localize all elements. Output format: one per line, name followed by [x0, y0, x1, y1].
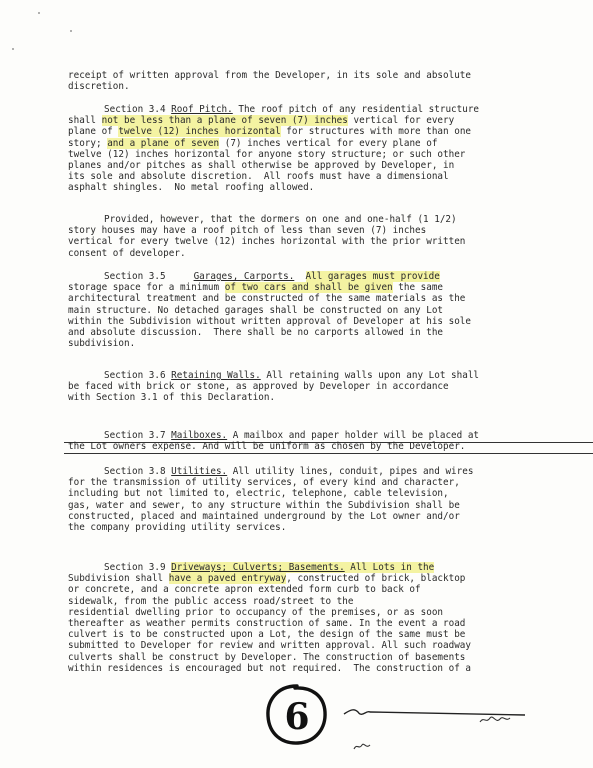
- text-line: [68, 488, 449, 499]
- text-line: [68, 115, 454, 126]
- text-line: [104, 430, 479, 441]
- text-span: residential dwelling prior to occupancy of the premises, or as soon: [68, 606, 444, 618]
- text-line: [68, 236, 465, 247]
- text-span: constructed, placed and maintained underground by the Lot owner and/or: [68, 510, 460, 522]
- text-line: [68, 70, 471, 81]
- text-span: Section 3.5: [104, 271, 194, 282]
- section-heading: Garages, Carports.: [193, 271, 295, 282]
- text-span: main structure. No detached garages shall be constructed on any Lot: [68, 304, 444, 316]
- text-span: storage space for a minimum: [68, 282, 225, 294]
- text-line: [68, 381, 449, 392]
- text-line: [104, 562, 434, 573]
- text-span: the Lot owners expense. And will be uniform as chosen by the Developer.: [68, 441, 466, 453]
- text-line: [68, 607, 443, 618]
- text-line: [68, 573, 465, 584]
- text-span: , constructed of brick, blacktop: [286, 573, 466, 585]
- scan-speck: [12, 48, 14, 50]
- text-span: (7) inches vertical for every plane of: [219, 137, 438, 149]
- text-line: [104, 271, 440, 282]
- circled-page-number-mark: [262, 682, 332, 748]
- text-span: Provided, however, that the dormers on one and one-half (1 1/2): [104, 214, 457, 225]
- text-line: [68, 477, 460, 488]
- text-line: [68, 160, 454, 171]
- section-heading: Utilities.: [171, 466, 228, 477]
- text-line: [68, 293, 465, 304]
- highlighted-text: twelve (12) inches horizontal: [118, 126, 281, 138]
- text-line: [68, 392, 275, 403]
- text-span: All utility lines, conduit, pipes and wires: [227, 466, 474, 477]
- text-span: story houses may have a roof pitch of less than seven (7) inches: [68, 225, 427, 237]
- text-span: plane of: [68, 126, 119, 138]
- highlighted-text: of two cars and shall be given: [224, 282, 393, 294]
- text-span: [294, 271, 305, 282]
- text-span: culverts shall be construct by Developer. The construction of basements: [68, 651, 466, 663]
- text-span: for structures with more than one: [280, 126, 472, 138]
- text-line: [68, 316, 471, 327]
- text-line: [68, 327, 443, 338]
- section-heading: Retaining Walls.: [171, 370, 261, 381]
- text-line: [68, 663, 471, 674]
- text-line: [68, 596, 353, 607]
- text-line: [104, 370, 479, 381]
- text-span: discretion.: [68, 81, 130, 93]
- highlighted-text: All Lots in the: [344, 562, 435, 573]
- text-span: Section 3.6: [104, 370, 172, 381]
- text-span: with Section 3.1 of this Declaration.: [68, 392, 276, 404]
- text-line: [68, 584, 421, 595]
- scan-speck: [38, 12, 40, 14]
- text-line: [68, 171, 449, 182]
- signature-initials: [340, 700, 530, 730]
- text-span: Section 3.7: [104, 430, 172, 441]
- text-span: vertical for every: [347, 115, 455, 127]
- text-line: [68, 652, 465, 663]
- text-span: architectural treatment and be constructed of the same materials as the: [68, 293, 466, 305]
- text-span: its sole and absolute discretion. All roofs must have a dimensional: [68, 171, 449, 183]
- text-span: the company providing utility services.: [68, 522, 287, 533]
- text-line: [104, 466, 473, 477]
- text-line: [68, 126, 471, 137]
- text-line: [68, 138, 437, 149]
- text-span: asphalt shingles. No metal roofing allowed.: [68, 182, 315, 194]
- text-line: [68, 441, 465, 452]
- text-span: thereafter as weather permits construction of same. In the event a road: [68, 618, 466, 629]
- text-span: Subdivision shall: [68, 573, 169, 585]
- text-span: All retaining walls upon any Lot shall: [260, 370, 480, 381]
- text-span: including but not limited to, electric, telephone, cable television,: [68, 488, 449, 500]
- horizontal-rule: [64, 453, 593, 454]
- text-line: [68, 248, 186, 259]
- section-heading: Roof Pitch.: [171, 104, 233, 115]
- text-line: [68, 522, 286, 533]
- text-line: [104, 214, 457, 225]
- text-span: for the transmission of utility services, of every kind and character,: [68, 477, 460, 489]
- text-line: [68, 500, 460, 511]
- text-span: Section 3.8: [104, 466, 172, 477]
- text-line: [68, 511, 460, 522]
- text-line: [104, 104, 479, 115]
- text-span: The roof pitch of any residential structure: [232, 104, 480, 115]
- text-span: sidewalk, from the public access road/street to the: [68, 595, 354, 607]
- text-span: shall: [68, 115, 102, 127]
- text-span: or concrete, and a concrete apron extended form curb to back of: [68, 584, 421, 596]
- text-span: and absolute discussion. There shall be no carports allowed in the: [68, 327, 444, 338]
- text-span: A mailbox and paper holder will be placed at: [227, 430, 480, 441]
- text-span: consent of developer.: [68, 247, 186, 259]
- highlighted-text: and a plane of seven: [107, 137, 220, 149]
- section-heading: Mailboxes.: [171, 430, 228, 441]
- text-line: [68, 305, 443, 316]
- text-line: [68, 629, 465, 640]
- text-span: vertical for every twelve (12) inches horizontal with the prior written: [68, 236, 466, 248]
- text-line: [68, 81, 130, 92]
- text-span: gas, water and sewer, to any structure within the Subdivision shall be: [68, 499, 460, 511]
- highlighted-text: have a paved entryway: [168, 573, 287, 585]
- text-span: within the Subdivision without written approval of Developer at his sole: [68, 315, 471, 327]
- text-span: be faced with brick or stone, as approved by Developer in accordance: [68, 381, 449, 393]
- scan-speck: [70, 30, 72, 32]
- highlighted-text: not be less than a plane of seven (7) inches: [101, 115, 348, 127]
- text-span: within residences is encouraged but not required. The construction of a: [68, 662, 471, 674]
- text-span: story;: [68, 137, 108, 149]
- text-span: Section 3.9: [104, 562, 172, 573]
- text-line: [68, 282, 443, 293]
- text-span: culvert is to be constructed upon a Lot, the design of the same must be: [68, 629, 466, 641]
- text-line: [68, 149, 465, 160]
- text-span: receipt of written approval from the Developer, in its sole and absolute: [68, 70, 471, 81]
- text-line: [68, 182, 314, 193]
- text-line: [68, 338, 135, 349]
- text-line: [68, 618, 465, 629]
- text-span: submitted to Developer for review and written approval. All such roadway: [68, 640, 471, 652]
- text-line: [68, 640, 471, 651]
- text-span: twelve (12) inches horizontal for anyone story structure; or such other: [68, 148, 466, 160]
- text-span: Section 3.4: [104, 104, 172, 115]
- handwritten-mark: [352, 740, 374, 752]
- text-span: subdivision.: [68, 338, 136, 350]
- text-line: [68, 225, 426, 236]
- page-number: 6: [284, 696, 310, 738]
- text-span: planes and/or pitches as shall otherwise be approved by Developer, in: [68, 160, 455, 171]
- highlighted-text: Driveways; Culverts; Basements.: [171, 562, 345, 573]
- highlighted-text: All garages must provide: [305, 271, 440, 282]
- text-span: the same: [392, 282, 444, 294]
